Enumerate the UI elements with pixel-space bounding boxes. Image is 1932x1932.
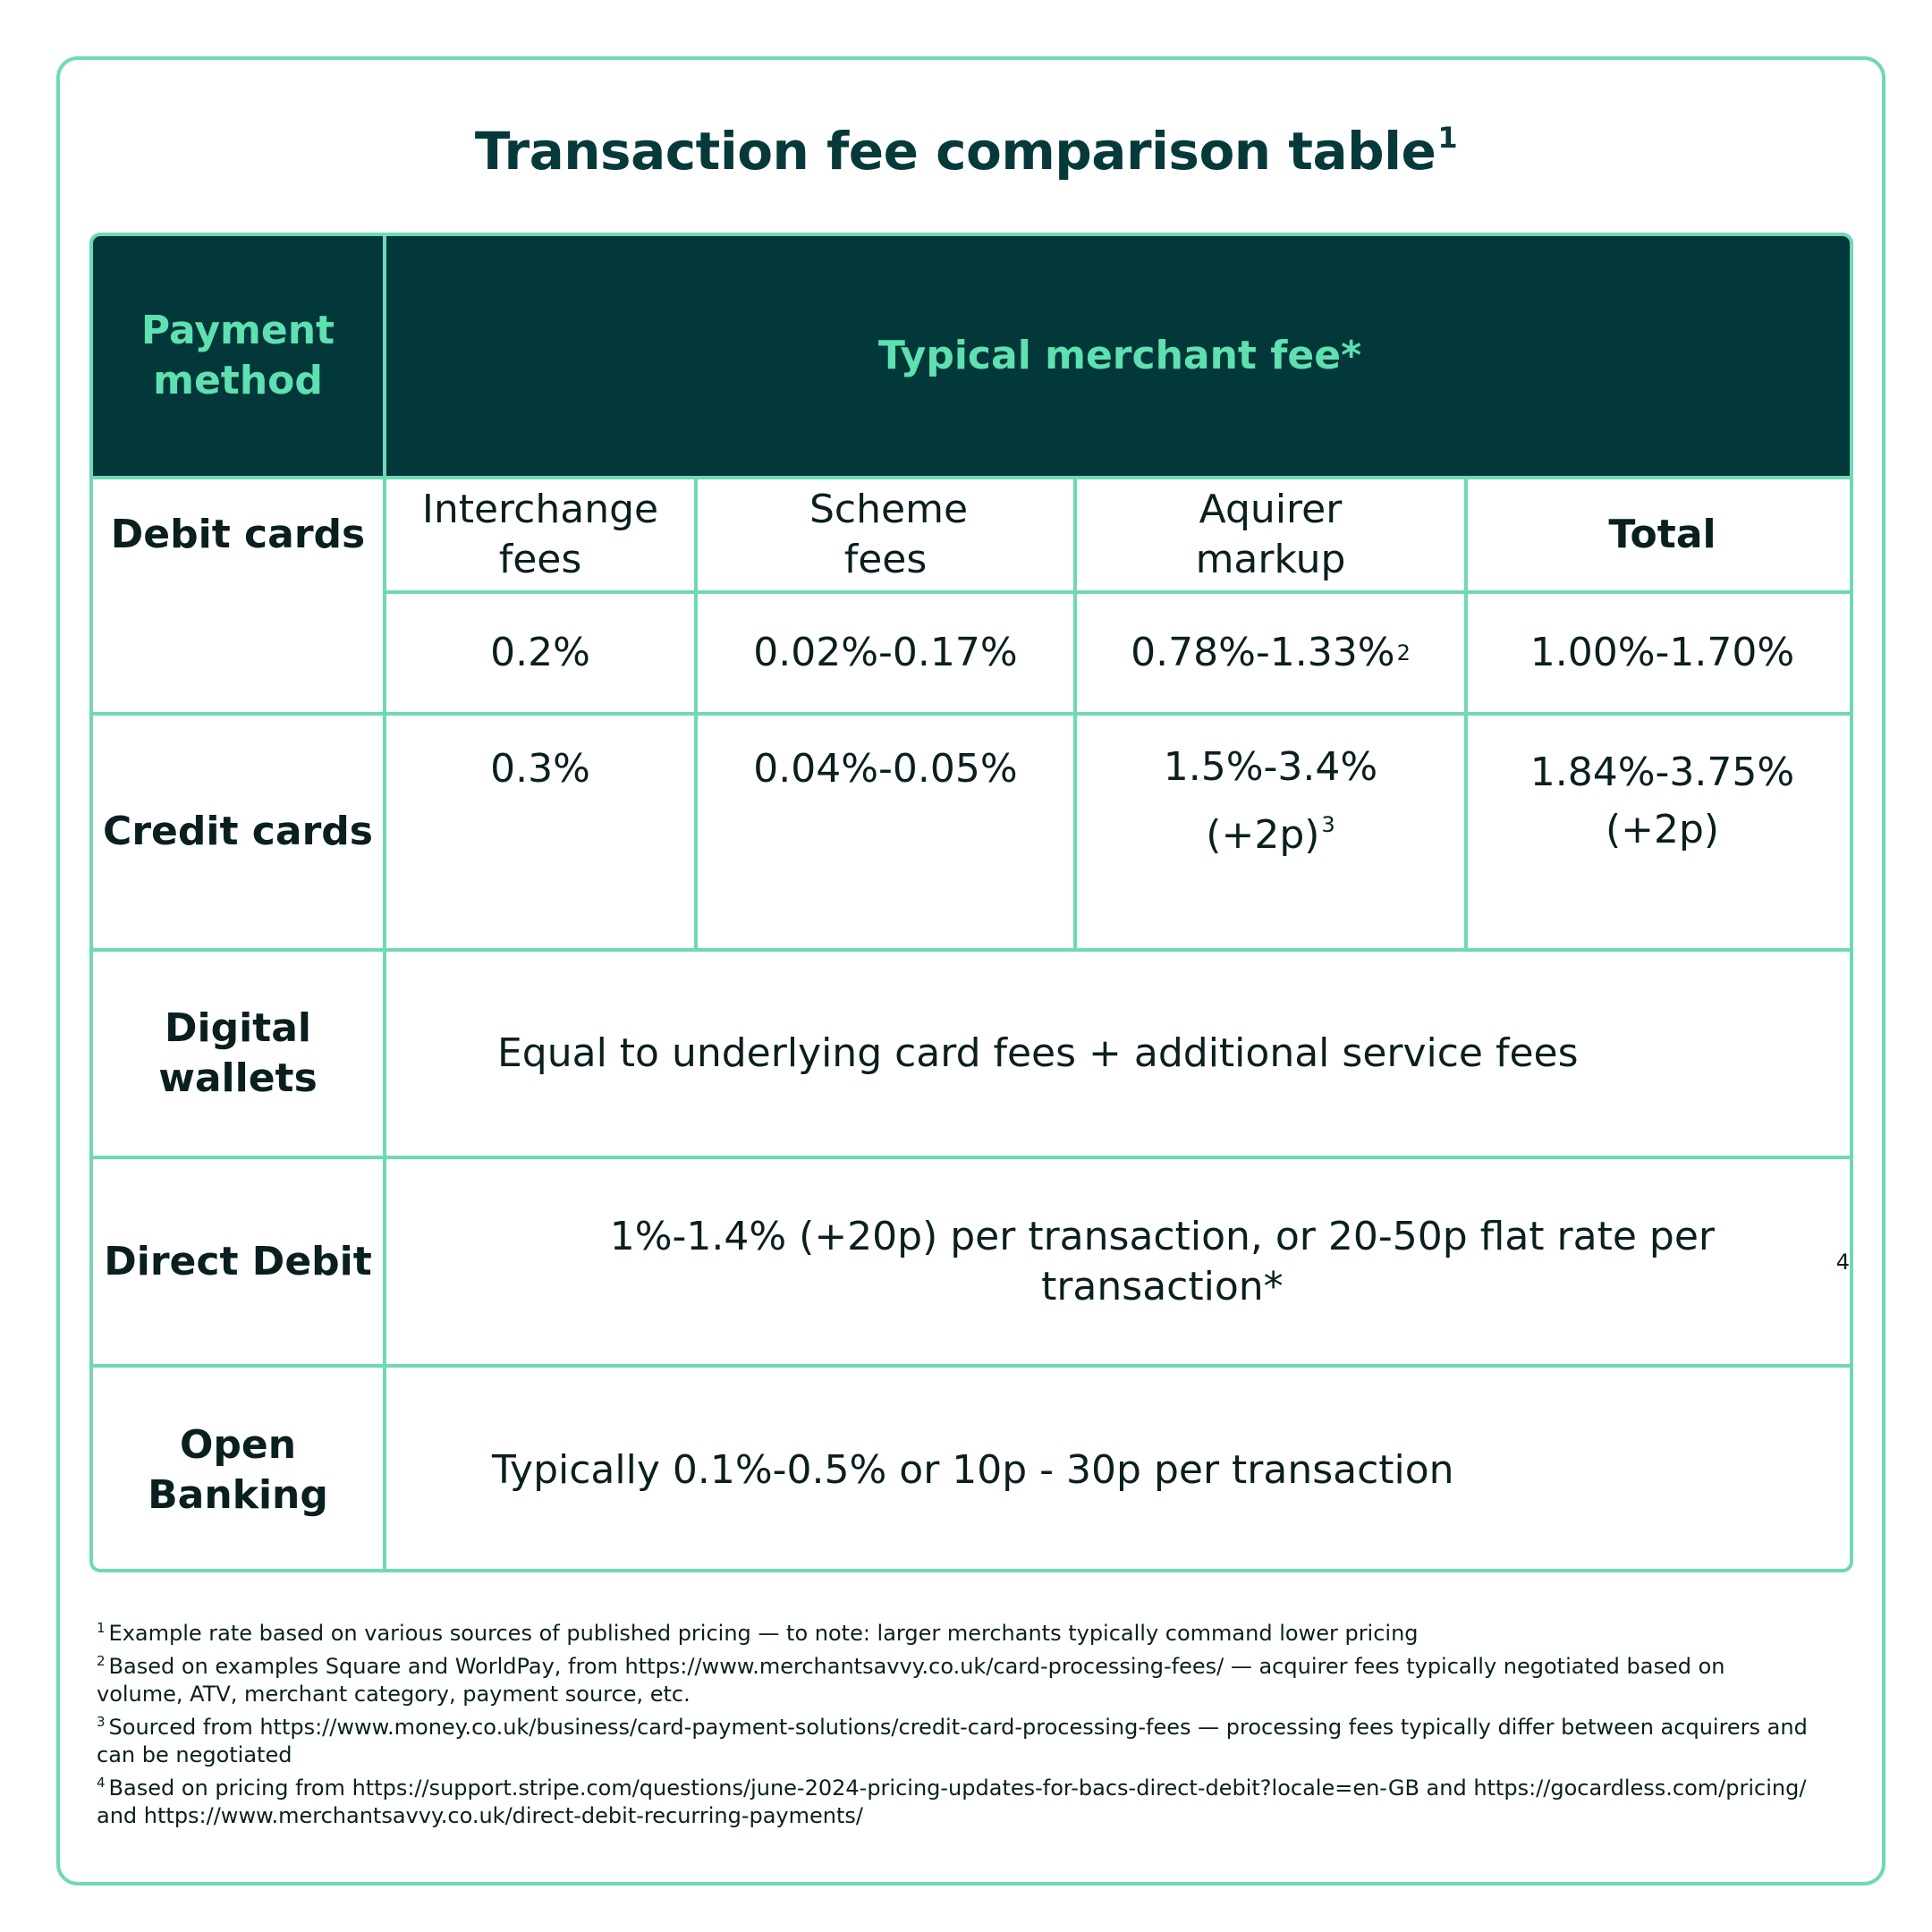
footnote: $^4$ Based on pricing from https://support.stripe.com/questions/june-2024-pricing-updates-for-bacs-direct-debit?locale=en-GB and https://gocardless.com/pricing/ and https://www.merchantsavvy.co.uk/direct-debit-recurring-payments/ (97, 1775, 1807, 1828)
header-typical-fee: Typical merchant fee* (877, 333, 1362, 378)
debit-acquirer: 0.78%-1.33% 2 (1077, 594, 1464, 712)
header-payment-method: Payment method (140, 308, 335, 403)
credit-acquirer: 1.5%-3.4% $(+2p)^3$ (1163, 744, 1378, 858)
debit-total: 1.00%-1.70% (1530, 630, 1795, 675)
footnote: $^3$ Sourced from https://www.money.co.uk/business/card-payment-solutions/credit-card-processing-fees — processing fees typically differ between acquirers and can be negotiated (97, 1714, 1808, 1767)
debit-scheme: 0.02%-0.17% (753, 630, 1018, 675)
credit-total: 1.84%-3.75% (+2p) (1530, 750, 1795, 852)
subheader-interchange: Interchange fees (421, 487, 659, 582)
row-label-open-banking: Open Banking (148, 1421, 328, 1518)
subheader-acquirer: Aquirer markup (1195, 487, 1346, 582)
subheader-total: Total (1608, 512, 1716, 557)
credit-interchange: 0.3% (490, 746, 590, 792)
subheader-scheme: Scheme fees (809, 487, 969, 582)
footnotes (97, 1614, 1814, 1830)
title-footnote-mark: 1 (1437, 121, 1458, 155)
row-label-wallets: Digital wallets (158, 1005, 318, 1101)
fee-table (89, 233, 1853, 1572)
footnote-mark: 4 (1835, 1249, 1850, 1275)
footnote: $^1$ Example rate based on various sources of published pricing — to note: larger merchants typically command lower pricing (97, 1620, 1419, 1646)
footnote-mark: 2 (1396, 640, 1411, 665)
divider (383, 236, 386, 1572)
row-label-debit: Debit cards (110, 512, 366, 557)
row-label-credit: Credit cards (103, 809, 373, 854)
footnote-mark: 3 (1321, 812, 1335, 837)
credit-scheme: 0.04%-0.05% (753, 746, 1018, 792)
open-banking-fee: Typically 0.1%-0.5% or 10p - 30p per transaction (492, 1446, 1454, 1493)
row-label-direct-debit: Direct Debit (104, 1238, 372, 1284)
footnote: $^2$ Based on examples Square and WorldPay, from https://www.merchantsavvy.co.uk/card-processing-fees/ — acquirer fees typically negotiated based on volume, ATV, merchant category, payment source, etc. (97, 1653, 1725, 1707)
wallets-fee: Equal to underlying card fees + additional service fees (497, 1030, 1579, 1076)
direct-debit-fee: 1%-1.4% (+20p) per transaction, or 20-50p flat rate per transaction* 4 (609, 1213, 1850, 1309)
page-title: Transaction fee comparison table$^1$ (474, 121, 1458, 182)
debit-interchange: 0.2% (490, 630, 590, 675)
